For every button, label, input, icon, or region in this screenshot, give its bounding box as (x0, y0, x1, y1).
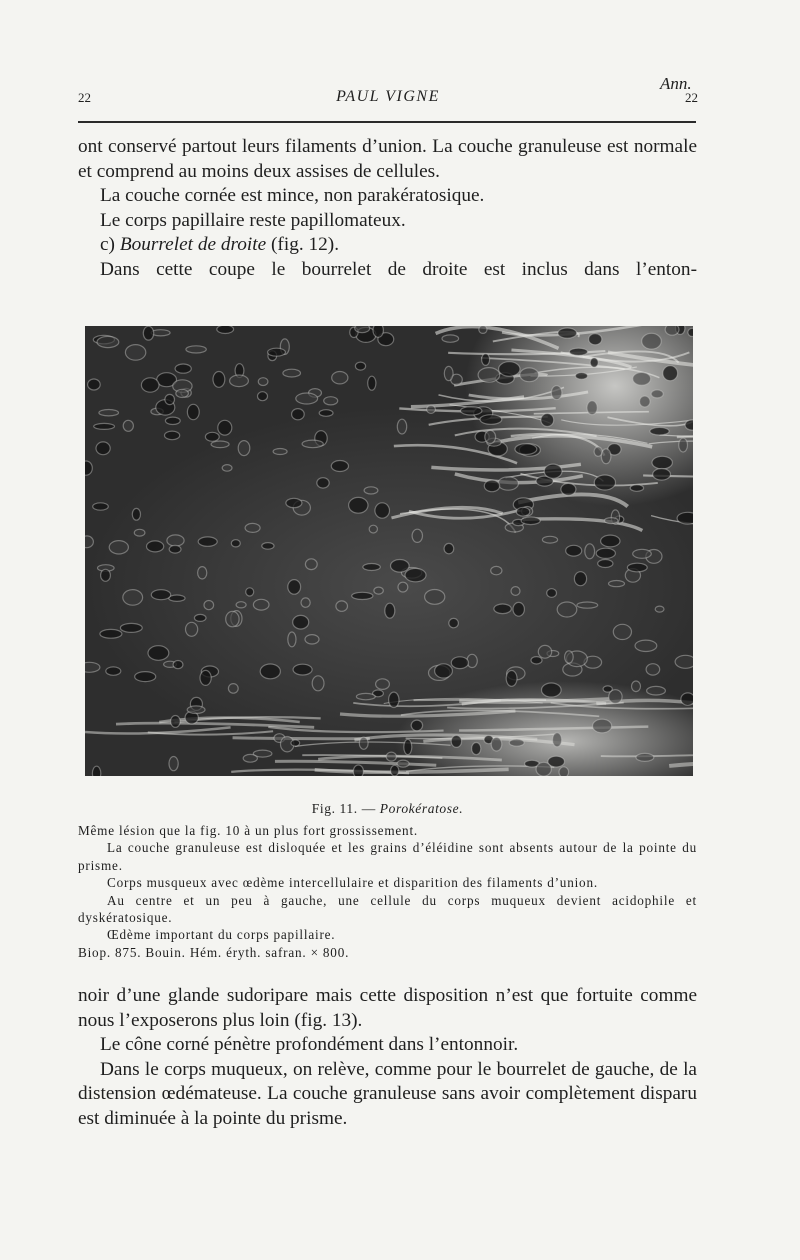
caption-line: La couche granuleuse est disloquée et les grains d’éléidine sont absents autour de la pointe du prisme. (78, 840, 697, 873)
subheading-title: Bourrelet de droite (119, 234, 267, 256)
caption-line: Œdème important du corps papillaire. (107, 927, 336, 943)
micrograph-image (85, 326, 693, 776)
paragraph: La couche cornée est mince, non parakératosique. (100, 185, 485, 207)
header-rule (78, 121, 696, 123)
figure-caption (78, 822, 697, 961)
top-text-block (78, 135, 697, 283)
bottom-text-block (78, 984, 697, 1132)
running-header (78, 90, 698, 112)
figure-caption-title (78, 801, 697, 817)
paragraph: ont conservé partout leurs filaments d’union. La couche granuleuse est normale et comprend au moins deux assises de cellules. (78, 136, 697, 182)
paragraph: Le cône corné pénètre profondément dans l’entonnoir. (100, 1034, 519, 1056)
page-number-right: 22 (685, 90, 698, 105)
caption-line: Même lésion que la fig. 10 à un plus fort grossissement. (78, 823, 419, 838)
figure-title: Porokératose. (379, 801, 464, 816)
subheading (78, 233, 697, 258)
subheading-suffix: (fig. 12). (266, 234, 340, 256)
caption-line: Corps musqueux avec œdème intercellulaire et disparition des filaments d’union. (107, 875, 598, 891)
subheading-prefix: c) (100, 234, 120, 256)
caption-line: Au centre et un peu à gauche, une cellule du corps muqueux devient acidophile et dyskératosique. (78, 892, 697, 926)
page-number-left: 22 (78, 90, 91, 105)
caption-line: Biop. 875. Bouin. Hém. éryth. safran. × 800. (78, 944, 350, 960)
paragraph: Le corps papillaire reste papillomateux. (100, 209, 406, 231)
figure-label: Fig. 11. — (311, 801, 380, 816)
paragraph: Dans cette coupe le bourrelet de droite est inclus dans l’enton- (100, 258, 697, 280)
paragraph: Dans le corps muqueux, on relève, comme pour le bourrelet de gauche, de la distension œdémateuse. La couche granuleuse sans avoir complètement disparu est diminuée à la pointe du prisme. (78, 1058, 697, 1129)
micrograph-figure (85, 326, 693, 776)
running-title: PAUL VIGNE (336, 88, 440, 105)
paragraph: noir d’une glande sudoripare mais cette disposition n’est que fortuite comme nous l’exposerons plus loin (fig. 13). (78, 985, 697, 1031)
margin-annotation: Ann. (660, 74, 692, 93)
